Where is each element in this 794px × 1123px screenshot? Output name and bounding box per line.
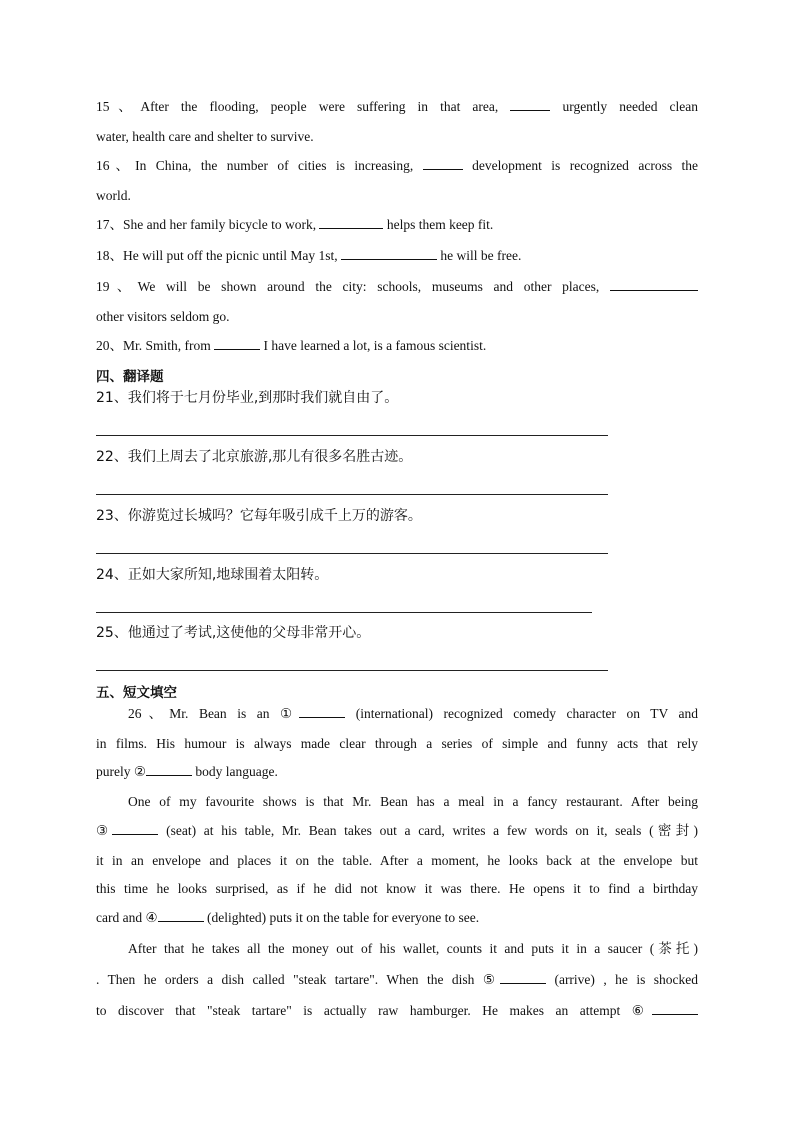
question-25: 25、他通过了考试,这使他的父母非常开心。 <box>96 625 371 641</box>
passage-line: After that he takes all the money out of his wallet, counts it and puts it in a saucer (茶托) <box>128 941 698 956</box>
passage-line: purely ② body language. <box>96 764 278 779</box>
passage-line: 26、Mr. Bean is an ① (international) recognized comedy character on TV and <box>128 706 699 721</box>
question-19-cont: other visitors seldom go. <box>96 309 230 324</box>
passage-line: One of my favourite shows is that Mr. Bean has a meal in a fancy restaurant. After being <box>128 794 698 809</box>
answer-blank[interactable] <box>158 909 204 922</box>
passage-line: in films. His humour is always made clear through a series of simple and funny acts that rely <box>96 736 698 751</box>
answer-blank[interactable] <box>299 705 345 718</box>
answer-blank[interactable] <box>652 1002 698 1015</box>
question-16-cont: world. <box>96 188 131 203</box>
question-19: 19、We will be shown around the city: schools, museums and other places, <box>96 278 698 296</box>
question-18: 18、He will put off the picnic until May 1st, he will be free. <box>96 248 522 263</box>
question-20: 20、Mr. Smith, from I have learned a lot, is a famous scientist. <box>96 338 487 353</box>
question-15: 15、After the flooding, people were suffering in that area, urgently needed clean <box>96 99 699 114</box>
answer-blank[interactable] <box>214 337 260 350</box>
answer-line[interactable] <box>96 553 608 554</box>
passage-line: it in an envelope and places it on the table. After a moment, he looks back at the envelope but <box>96 853 698 868</box>
question-21: 21、我们将于七月份毕业,到那时我们就自由了。 <box>96 390 399 406</box>
answer-blank[interactable] <box>112 822 158 835</box>
passage-line: card and ④ (delighted) puts it on the table for everyone to see. <box>96 910 480 925</box>
question-22: 22、我们上周去了北京旅游,那儿有很多名胜古迹。 <box>96 449 413 465</box>
answer-line[interactable] <box>96 670 608 671</box>
answer-blank[interactable] <box>319 216 383 229</box>
answer-blank[interactable] <box>146 763 192 776</box>
answer-blank[interactable] <box>500 971 546 984</box>
passage-line: to discover that "steak tartare" is actually raw hamburger. He makes an attempt ⑥ <box>96 1002 698 1020</box>
question-24: 24、正如大家所知,地球围着太阳转。 <box>96 567 329 583</box>
answer-blank[interactable] <box>510 98 550 111</box>
answer-line[interactable] <box>96 494 608 495</box>
question-23: 23、你游览过长城吗？它每年吸引成千上万的游客。 <box>96 508 422 524</box>
passage-line: ③ (seat) at his table, Mr. Bean takes out a card, writes a few words on it, seals (密封) <box>96 823 699 838</box>
answer-line[interactable] <box>96 612 592 613</box>
answer-line[interactable] <box>96 435 608 436</box>
answer-blank[interactable] <box>341 247 437 260</box>
section-heading-cloze: 五、短文填空 <box>96 685 177 701</box>
passage-line: this time he looks surprised, as if he did not know it was there. He opens it to find a birthday <box>96 881 698 896</box>
question-17: 17、She and her family bicycle to work, helps them keep fit. <box>96 217 494 232</box>
answer-blank[interactable] <box>423 157 463 170</box>
question-16: 16、In China, the number of cities is increasing, development is recognized across the <box>96 158 699 173</box>
question-15-cont: water, health care and shelter to survive. <box>96 129 314 144</box>
section-heading-translation: 四、翻译题 <box>96 369 164 385</box>
answer-blank[interactable] <box>610 278 698 291</box>
passage-line: . Then he orders a dish called "steak tartare". When the dish ⑤ (arrive) , he is shocked <box>96 972 699 987</box>
